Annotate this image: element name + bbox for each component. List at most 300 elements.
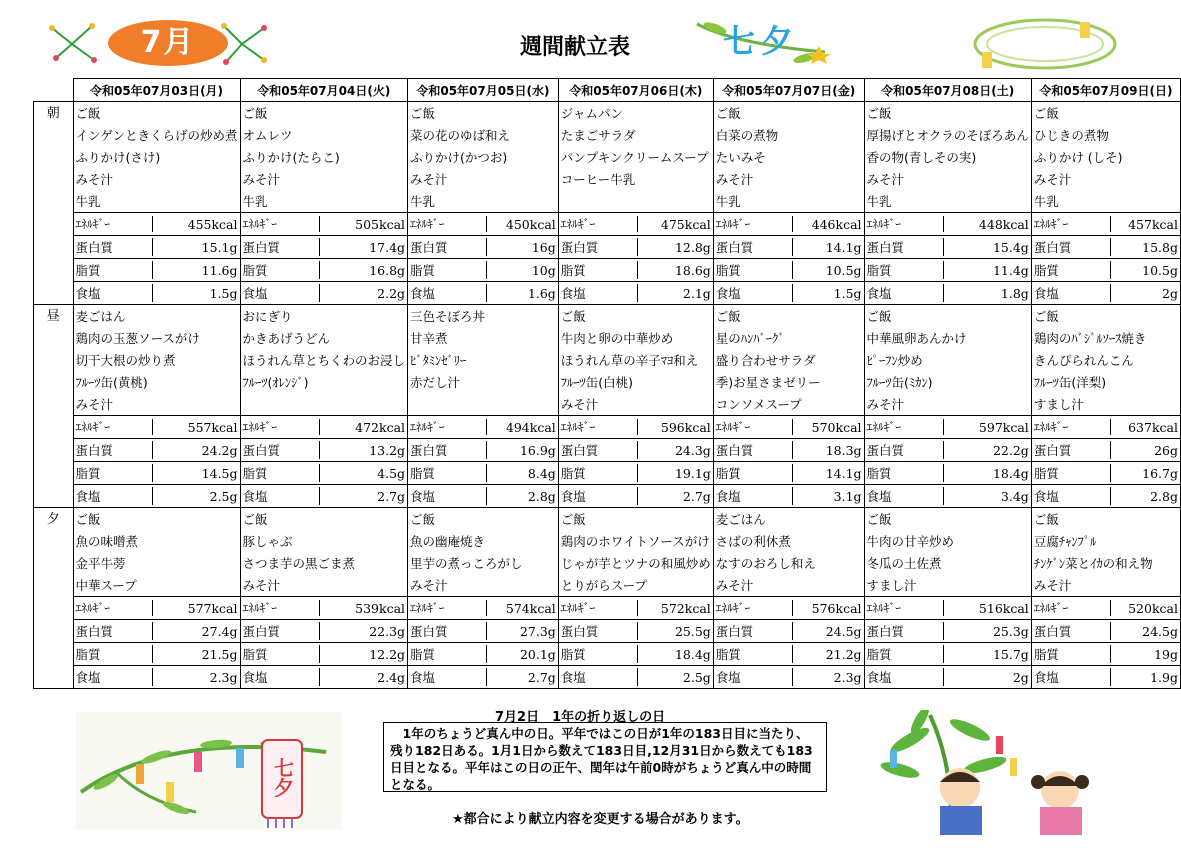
nutrition-label-salt: 食塩: [867, 284, 944, 302]
meal-label-dinner: 夕: [34, 508, 74, 689]
nutrition-value-fat: 19.1g: [674, 465, 711, 481]
nutrition-cell: [864, 620, 1031, 643]
nutrition-value-protein: 14.1g: [825, 239, 862, 255]
dish-cell: パンプキンクリームスープ: [558, 146, 713, 168]
nutrition-cell: [1031, 236, 1180, 259]
nutrition-cell: [240, 462, 408, 485]
nutrition-cell: [864, 259, 1031, 282]
nutrition-cell: [73, 462, 240, 485]
bamboo-branch-icon: [76, 712, 341, 830]
nutrition-label-fat: 脂質: [76, 464, 153, 482]
nutrition-label-protein: 蛋白質: [867, 622, 944, 640]
tanabata-banner: [695, 14, 835, 70]
nutrition-value-protein: 22.2g: [992, 442, 1029, 458]
nutrition-value-protein: 27.4g: [201, 623, 238, 639]
nutrition-cell: [864, 282, 1031, 305]
nutrition-label-fat: 脂質: [716, 645, 793, 663]
nutrition-value-fat: 10.5g: [1142, 262, 1178, 278]
nutrition-label-salt: 食塩: [410, 668, 487, 686]
nutrition-cell: [240, 236, 408, 259]
nutrition-label-protein: 蛋白質: [243, 238, 320, 256]
dish-cell: 魚の味噌煮: [73, 530, 240, 552]
nutrition-label-energy: ｴﾈﾙｷﾞｰ: [243, 419, 320, 435]
dish-cell: 赤だし汁: [408, 371, 559, 393]
nutrition-value-protein: 15.4g: [992, 239, 1029, 255]
dinner-protein-row: [34, 620, 1181, 643]
dish-cell: 厚揚げとオクラのそぼろあん: [864, 124, 1031, 146]
nutrition-label-energy: ｴﾈﾙｷﾞｰ: [561, 216, 638, 232]
dish-cell: 牛肉の甘辛炒め: [864, 530, 1031, 552]
nutrition-cell: [73, 213, 240, 236]
nutrition-cell: [73, 597, 240, 620]
dish-cell: 星のﾊﾝﾊﾞｰｸﾞ: [713, 327, 864, 349]
nutrition-value-protein: 24.5g: [825, 623, 862, 639]
nutrition-cell: [1031, 416, 1180, 439]
nutrition-label-fat: 脂質: [76, 645, 153, 663]
nutrition-cell: [240, 416, 408, 439]
nutrition-label-energy: ｴﾈﾙｷﾞｰ: [716, 600, 793, 616]
dish-cell: ご飯: [408, 508, 559, 531]
nutrition-label-salt: 食塩: [561, 487, 638, 505]
nutrition-value-fat: 11.6g: [201, 262, 238, 278]
nutrition-label-protein: 蛋白質: [1034, 441, 1111, 459]
nutrition-label-salt: 食塩: [1034, 284, 1111, 302]
dish-cell: ご飯: [240, 102, 408, 125]
dish-cell: ふりかけ(かつお): [408, 146, 559, 168]
nutrition-label-protein: 蛋白質: [867, 238, 944, 256]
nutrition-cell: [408, 462, 559, 485]
dinner-energy-row: [34, 597, 1181, 620]
dish-cell: 鶏肉のホワイトソースがけ: [558, 530, 713, 552]
nutrition-label-salt: 食塩: [716, 668, 793, 686]
nutrition-value-protein: 17.4g: [369, 239, 406, 255]
nutrition-cell: [1031, 643, 1180, 666]
nutrition-label-energy: ｴﾈﾙｷﾞｰ: [867, 216, 944, 232]
dish-cell: 鶏肉の玉葱ソースがけ: [73, 327, 240, 349]
nutrition-cell: [408, 236, 559, 259]
lunch-energy-row: [34, 416, 1181, 439]
note-title: 7月2日 1年の折り返しの日: [495, 710, 666, 725]
nutrition-cell: [713, 643, 864, 666]
nutrition-label-protein: 蛋白質: [716, 441, 793, 459]
lunch-dish-row: [34, 349, 1181, 371]
dish-cell: ﾁﾝｹﾞﾝ菜とｲｶの和え物: [1031, 552, 1180, 574]
nutrition-value-salt: 2.3g: [833, 669, 862, 685]
nutrition-value-salt: 2.8g: [1150, 488, 1178, 504]
nutrition-label-energy: ｴﾈﾙｷﾞｰ: [410, 216, 487, 232]
nutrition-value-protein: 24.2g: [201, 442, 238, 458]
dish-cell: みそ汁: [864, 393, 1031, 416]
nutrition-cell: [713, 213, 864, 236]
nutrition-value-fat: 18.6g: [674, 262, 711, 278]
nutrition-label-fat: 脂質: [1034, 645, 1111, 663]
nutrition-label-fat: 脂質: [561, 261, 638, 279]
nutrition-label-energy: ｴﾈﾙｷﾞｰ: [716, 419, 793, 435]
dish-cell: みそ汁: [240, 168, 408, 190]
nutrition-value-salt: 3.1g: [833, 488, 862, 504]
nutrition-label-energy: ｴﾈﾙｷﾞｰ: [1034, 216, 1111, 232]
dish-cell: みそ汁: [73, 168, 240, 190]
dish-cell: 鶏肉のﾊﾞｼﾞﾙｿｰｽ焼き: [1031, 327, 1180, 349]
nutrition-value-protein: 24.5g: [1142, 623, 1178, 639]
nutrition-label-energy: ｴﾈﾙｷﾞｰ: [561, 600, 638, 616]
nutrition-cell: [1031, 620, 1180, 643]
nutrition-label-salt: 食塩: [243, 284, 320, 302]
breakfast-fat-row: [34, 259, 1181, 282]
nutrition-label-protein: 蛋白質: [1034, 622, 1111, 640]
nutrition-label-energy: ｴﾈﾙｷﾞｰ: [867, 600, 944, 616]
nutrition-value-fat: 12.2g: [369, 646, 406, 662]
nutrition-cell: [240, 643, 408, 666]
nutrition-value-salt: 2.7g: [527, 669, 556, 685]
lunch-dish-row: [34, 393, 1181, 416]
dish-cell: ﾌﾙｰﾂ缶(洋梨): [1031, 371, 1180, 393]
dish-cell: ほうれん草とちくわのお浸し: [240, 349, 408, 371]
dish-cell: さばの利休煮: [713, 530, 864, 552]
nutrition-value-fat: 8.4g: [527, 465, 556, 481]
dish-cell: たいみそ: [713, 146, 864, 168]
nutrition-value-protein: 15.1g: [201, 239, 238, 255]
nutrition-label-energy: ｴﾈﾙｷﾞｰ: [1034, 419, 1111, 435]
nutrition-cell: [73, 259, 240, 282]
dish-cell: 甘辛煮: [408, 327, 559, 349]
nutrition-cell: [713, 439, 864, 462]
dish-cell: ﾌﾙｰﾂ缶(ﾐｶﾝ): [864, 371, 1031, 393]
nutrition-label-protein: 蛋白質: [76, 238, 153, 256]
dish-cell: ご飯: [240, 508, 408, 531]
nutrition-cell: [408, 485, 559, 508]
nutrition-cell: [713, 597, 864, 620]
month-label: 7月: [140, 25, 196, 60]
dish-cell: みそ汁: [713, 168, 864, 190]
nutrition-label-fat: 脂質: [867, 261, 944, 279]
dish-cell: 麦ごはん: [73, 305, 240, 328]
nutrition-value-protein: 26g: [1154, 442, 1178, 458]
nutrition-value-energy: 557kcal: [187, 419, 238, 435]
nutrition-value-protein: 25.5g: [674, 623, 711, 639]
nutrition-label-salt: 食塩: [76, 668, 153, 686]
dish-cell: みそ汁: [864, 168, 1031, 190]
nutrition-cell: [73, 416, 240, 439]
dish-cell: みそ汁: [1031, 168, 1180, 190]
nutrition-label-protein: 蛋白質: [561, 622, 638, 640]
nutrition-value-protein: 24.3g: [674, 442, 711, 458]
nutrition-label-energy: ｴﾈﾙｷﾞｰ: [243, 600, 320, 616]
nutrition-cell: [73, 643, 240, 666]
nutrition-cell: [1031, 439, 1180, 462]
nutrition-value-energy: 494kcal: [505, 419, 556, 435]
dish-cell: すまし汁: [864, 574, 1031, 597]
nutrition-label-protein: 蛋白質: [243, 441, 320, 459]
date-header: 令和05年07月06日(木): [558, 79, 713, 102]
tanabata-label: 七夕: [723, 22, 800, 60]
nutrition-cell: [864, 485, 1031, 508]
nutrition-cell: [713, 416, 864, 439]
dish-cell: きんぴられんこん: [1031, 349, 1180, 371]
dish-cell: ご飯: [558, 508, 713, 531]
nutrition-cell: [408, 643, 559, 666]
nutrition-label-fat: 脂質: [410, 464, 487, 482]
dinner-dish-row: [34, 530, 1181, 552]
nutrition-label-protein: 蛋白質: [716, 622, 793, 640]
nutrition-cell: [864, 416, 1031, 439]
nutrition-value-energy: 574kcal: [505, 600, 556, 616]
dish-cell: ほうれん草の辛子ﾏﾖ和え: [558, 349, 713, 371]
nutrition-label-protein: 蛋白質: [1034, 238, 1111, 256]
nutrition-label-protein: 蛋白質: [867, 441, 944, 459]
dish-cell: 三色そぼろ丼: [408, 305, 559, 328]
nutrition-value-energy: 596kcal: [660, 419, 711, 435]
date-header: 令和05年07月04日(火): [240, 79, 408, 102]
nutrition-value-fat: 4.5g: [377, 465, 406, 481]
month-badge: [42, 14, 272, 72]
dish-cell: 麦ごはん: [713, 508, 864, 531]
dish-cell: 切干大根の炒り煮: [73, 349, 240, 371]
nutrition-label-protein: 蛋白質: [716, 238, 793, 256]
nutrition-cell: [713, 259, 864, 282]
nutrition-cell: [408, 282, 559, 305]
nutrition-value-energy: 539kcal: [355, 600, 406, 616]
breakfast-dish-row: [34, 146, 1181, 168]
nutrition-value-fat: 11.4g: [992, 262, 1029, 278]
corner-cell: [34, 79, 74, 102]
dish-cell: みそ汁: [240, 574, 408, 597]
dish-cell: ご飯: [73, 102, 240, 125]
dish-cell: 牛乳: [73, 190, 240, 213]
dish-cell: ﾌﾙｰﾂ缶(白桃): [558, 371, 713, 393]
nutrition-cell: [864, 462, 1031, 485]
dish-cell: 牛乳: [1031, 190, 1180, 213]
dish-cell: ご飯: [864, 305, 1031, 328]
dish-cell: ご飯: [73, 508, 240, 531]
nutrition-cell: [864, 236, 1031, 259]
nutrition-value-energy: 450kcal: [505, 216, 556, 232]
nutrition-cell: [558, 439, 713, 462]
nutrition-label-energy: ｴﾈﾙｷﾞｰ: [243, 216, 320, 232]
nutrition-cell: [408, 439, 559, 462]
dish-cell: 牛乳: [864, 190, 1031, 213]
nutrition-value-energy: 520kcal: [1128, 600, 1178, 616]
nutrition-cell: [408, 620, 559, 643]
nutrition-cell: [558, 485, 713, 508]
nutrition-label-fat: 脂質: [867, 464, 944, 482]
nutrition-cell: [408, 213, 559, 236]
nutrition-label-salt: 食塩: [1034, 668, 1111, 686]
nutrition-label-protein: 蛋白質: [410, 441, 487, 459]
date-header: 令和05年07月09日(日): [1031, 79, 1180, 102]
nutrition-label-salt: 食塩: [1034, 487, 1111, 505]
nutrition-value-salt: 2.7g: [377, 488, 406, 504]
nutrition-value-energy: 457kcal: [1128, 216, 1178, 232]
nutrition-label-energy: ｴﾈﾙｷﾞｰ: [867, 419, 944, 435]
nutrition-cell: [408, 416, 559, 439]
lunch-dish-row: [34, 305, 1181, 328]
nutrition-value-protein: 12.8g: [674, 239, 711, 255]
nutrition-cell: [73, 439, 240, 462]
nutrition-label-salt: 食塩: [716, 284, 793, 302]
lunch-salt-row: [34, 485, 1181, 508]
nutrition-value-salt: 1.6g: [527, 285, 556, 301]
nutrition-value-salt: 1.5g: [833, 285, 862, 301]
lunch-dish-row: [34, 371, 1181, 393]
dinner-fat-row: [34, 643, 1181, 666]
lunch-dish-row: [34, 327, 1181, 349]
dish-cell: ご飯: [864, 508, 1031, 531]
dish-cell: 豆腐ﾁｬﾝﾌﾟﾙ: [1031, 530, 1180, 552]
nutrition-cell: [240, 597, 408, 620]
dish-cell: 牛乳: [240, 190, 408, 213]
nutrition-cell: [240, 439, 408, 462]
nutrition-value-fat: 18.4g: [992, 465, 1029, 481]
nutrition-label-protein: 蛋白質: [561, 441, 638, 459]
nutrition-value-energy: 570kcal: [811, 419, 862, 435]
nutrition-cell: [1031, 666, 1180, 689]
dish-cell: ジャムパン: [558, 102, 713, 125]
nutrition-cell: [864, 439, 1031, 462]
dish-cell: かきあげうどん: [240, 327, 408, 349]
nutrition-cell: [73, 485, 240, 508]
nutrition-label-salt: 食塩: [243, 487, 320, 505]
nutrition-label-salt: 食塩: [561, 668, 638, 686]
nutrition-value-salt: 2.2g: [377, 285, 406, 301]
dish-cell: すまし汁: [1031, 393, 1180, 416]
nutrition-value-salt: 2.7g: [682, 488, 711, 504]
nutrition-cell: [558, 643, 713, 666]
tanabata-lantern-label: 七夕: [274, 756, 294, 800]
nutrition-label-fat: 脂質: [243, 645, 320, 663]
dish-cell: 盛り合わせサラダ: [713, 349, 864, 371]
breakfast-dish-row: [34, 124, 1181, 146]
nutrition-cell: [240, 620, 408, 643]
nutrition-value-salt: 1.8g: [1000, 285, 1029, 301]
dish-cell: ご飯: [1031, 305, 1180, 328]
dish-cell: ﾌﾙｰﾂ缶(黄桃): [73, 371, 240, 393]
nutrition-label-fat: 脂質: [243, 261, 320, 279]
nutrition-label-salt: 食塩: [76, 284, 153, 302]
date-header: 令和05年07月08日(土): [864, 79, 1031, 102]
nutrition-label-protein: 蛋白質: [410, 622, 487, 640]
tanabata-illustration-left: [76, 712, 341, 830]
nutrition-value-energy: 472kcal: [355, 419, 406, 435]
dinner-dish-row: [34, 508, 1181, 531]
nutrition-label-salt: 食塩: [716, 487, 793, 505]
nutrition-cell: [864, 643, 1031, 666]
nutrition-cell: [713, 485, 864, 508]
nutrition-value-protein: 18.3g: [825, 442, 862, 458]
nutrition-label-fat: 脂質: [867, 645, 944, 663]
breakfast-protein-row: [34, 236, 1181, 259]
nutrition-cell: [713, 236, 864, 259]
dish-cell: さつま芋の黒ごま煮: [240, 552, 408, 574]
nutrition-value-energy: 448kcal: [978, 216, 1029, 232]
nutrition-label-fat: 脂質: [716, 261, 793, 279]
nutrition-label-energy: ｴﾈﾙｷﾞｰ: [76, 600, 153, 616]
nutrition-value-fat: 20.1g: [519, 646, 556, 662]
nutrition-value-energy: 576kcal: [811, 600, 862, 616]
dish-cell: 中華風卵あんかけ: [864, 327, 1031, 349]
nutrition-label-salt: 食塩: [76, 487, 153, 505]
nutrition-cell: [558, 597, 713, 620]
dish-cell: じゃが芋とツナの和風炒め: [558, 552, 713, 574]
dish-cell: オムレツ: [240, 124, 408, 146]
dish-cell: ご飯: [713, 102, 864, 125]
dish-cell: みそ汁: [1031, 574, 1180, 597]
nutrition-label-salt: 食塩: [410, 284, 487, 302]
nutrition-label-protein: 蛋白質: [410, 238, 487, 256]
nutrition-value-fat: 21.2g: [825, 646, 862, 662]
dish-cell: ご飯: [864, 102, 1031, 125]
nutrition-label-protein: 蛋白質: [243, 622, 320, 640]
nutrition-label-protein: 蛋白質: [76, 441, 153, 459]
nutrition-value-fat: 14.1g: [825, 465, 862, 481]
nutrition-cell: [1031, 462, 1180, 485]
nutrition-cell: [864, 597, 1031, 620]
dish-cell: ﾌﾙｰﾂ(ｵﾚﾝｼﾞ): [240, 371, 408, 393]
nutrition-label-energy: ｴﾈﾙｷﾞｰ: [76, 419, 153, 435]
nutrition-cell: [1031, 259, 1180, 282]
dish-cell: みそ汁: [73, 393, 240, 416]
dish-cell: みそ汁: [558, 393, 713, 416]
dish-cell: 菜の花のゆば和え: [408, 124, 559, 146]
dish-cell: なすのおろし和え: [713, 552, 864, 574]
nutrition-cell: [558, 666, 713, 689]
nutrition-value-protein: 22.3g: [369, 623, 406, 639]
dish-cell: [558, 190, 713, 213]
nutrition-label-energy: ｴﾈﾙｷﾞｰ: [410, 419, 487, 435]
dish-cell: 豚しゃぶ: [240, 530, 408, 552]
dinner-dish-row: [34, 552, 1181, 574]
nutrition-value-protein: 27.3g: [519, 623, 556, 639]
nutrition-cell: [713, 620, 864, 643]
nutrition-cell: [240, 485, 408, 508]
footer-note: ★都合により献立内容を変更する場合があります。: [452, 812, 749, 827]
dish-cell: ご飯: [1031, 508, 1180, 531]
nutrition-label-protein: 蛋白質: [561, 238, 638, 256]
dish-cell: コーヒー牛乳: [558, 168, 713, 190]
nutrition-label-fat: 脂質: [410, 261, 487, 279]
meal-label-lunch: 昼: [34, 305, 74, 508]
nutrition-cell: [408, 259, 559, 282]
nutrition-label-fat: 脂質: [561, 464, 638, 482]
nutrition-cell: [558, 462, 713, 485]
bamboo-decoration: [970, 14, 1120, 74]
nutrition-cell: [240, 259, 408, 282]
nutrition-label-salt: 食塩: [867, 668, 944, 686]
page-title: 週間献立表: [520, 35, 631, 60]
dish-cell: インゲンときくらげの炒め煮: [73, 124, 240, 146]
nutrition-label-energy: ｴﾈﾙｷﾞｰ: [1034, 600, 1111, 616]
dish-cell: 里芋の煮っころがし: [408, 552, 559, 574]
date-header: 令和05年07月07日(金): [713, 79, 864, 102]
nutrition-cell: [713, 282, 864, 305]
breakfast-dish-row: [34, 102, 1181, 125]
nutrition-cell: [1031, 282, 1180, 305]
breakfast-energy-row: [34, 213, 1181, 236]
dish-cell: ふりかけ (しそ): [1031, 146, 1180, 168]
dish-cell: [240, 393, 408, 416]
nutrition-value-energy: 637kcal: [1128, 419, 1178, 435]
lunch-fat-row: [34, 462, 1181, 485]
nutrition-label-salt: 食塩: [867, 487, 944, 505]
nutrition-cell: [240, 666, 408, 689]
nutrition-cell: [558, 259, 713, 282]
dish-cell: ご飯: [558, 305, 713, 328]
nutrition-label-salt: 食塩: [561, 284, 638, 302]
children-with-bamboo-icon: [860, 710, 1125, 835]
dish-cell: みそ汁: [408, 168, 559, 190]
nutrition-label-fat: 脂質: [76, 261, 153, 279]
nutrition-label-energy: ｴﾈﾙｷﾞｰ: [561, 419, 638, 435]
